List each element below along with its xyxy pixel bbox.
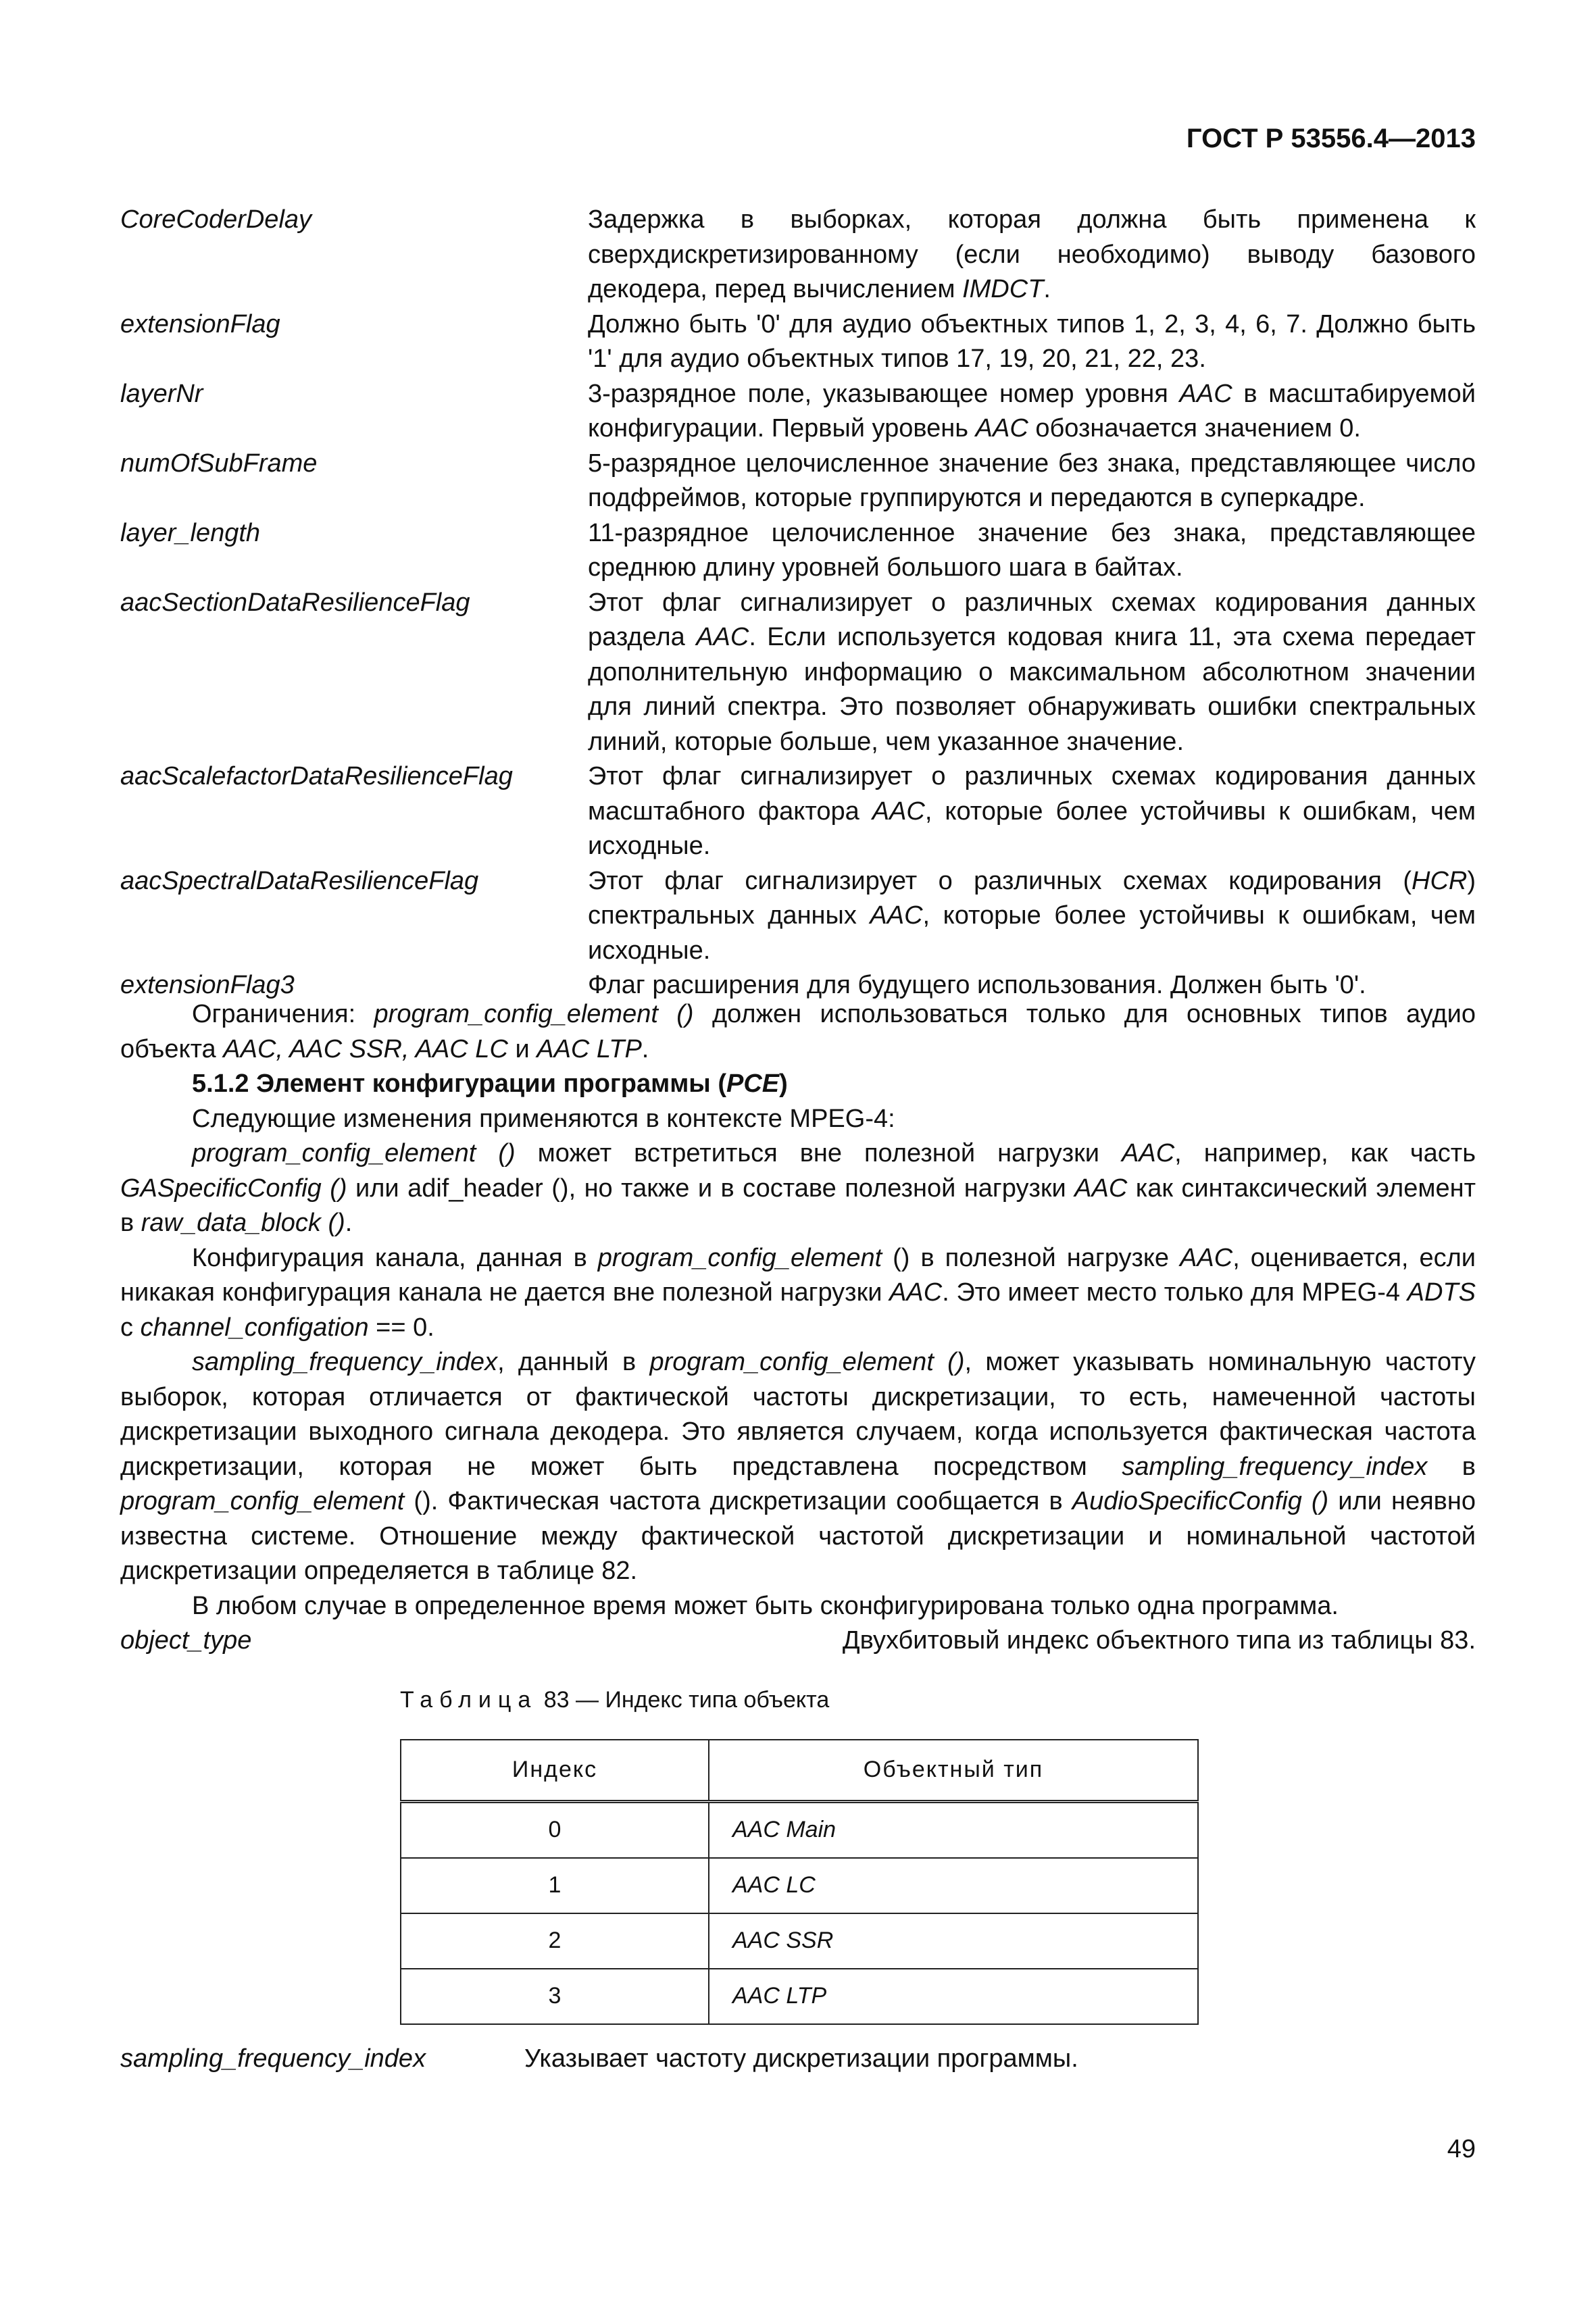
definition-desc: Флаг расширения для будущего использования. Должен быть '0'. xyxy=(588,971,1366,999)
definition-row xyxy=(120,759,1476,864)
definition-desc: Задержка в выборках, которая должна быть применена к сверхдискретизированному (если необходимо) выводу базового декодера, перед вычислением IMDCT. xyxy=(588,205,1476,303)
definition-desc: Этот флаг сигнализирует о различных схемах кодирования данных раздела AAC. Если используется кодовая книга 11, эта схема передает дополнительную информацию о максимальном абсолютном значении для линий спектра. Это позволяет обнаруживать ошибки спектральных линий, которые больше, чем указанное значение. xyxy=(588,588,1476,756)
table-cell-type: AAC LC xyxy=(709,1858,1198,1913)
intro-paragraph: Следующие изменения применяются в контексте MPEG-4: xyxy=(192,1104,895,1133)
definition-desc: 3-разрядное поле, указывающее номер уровня AAC в масштабируемой конфигурации. Первый уровень AAC обозначается значением 0. xyxy=(588,379,1476,443)
definition-term: aacSectionDataResilienceFlag xyxy=(120,588,470,617)
table-cell-index: 2 xyxy=(401,1913,709,1969)
definition-term: extensionFlag xyxy=(120,309,280,338)
object-type-desc: Двухбитовый индекс объектного типа из таблицы 83. xyxy=(842,1626,1476,1655)
table-cell-type: AAC LTP xyxy=(709,1969,1198,2024)
table-header-index: Индекс xyxy=(401,1740,709,1802)
object-type-term: object_type xyxy=(120,1626,252,1655)
sampling-frequency-definition xyxy=(120,2042,1078,2077)
definition-row xyxy=(120,377,1476,447)
body-paragraph: sampling_frequency_index, данный в program_config_element (), может указывать номинальную частоту выборок, которая отличается от фактической частоты дискретизации, то есть, намеченной частоты дискретизации выходного сигнала декодера. Это является случаем, когда используется фактическая частота дискретизации, которая не может быть представлена посредством sampling_frequency_index в program_config_element (). Фактическая частота дискретизации сообщается в AudioSpecificConfig () или неявно известна системе. Отношение между фактической частотой дискретизации и номинальной частотой дискретизации определяется в таблице 82. xyxy=(120,1348,1476,1585)
definition-row xyxy=(120,516,1476,586)
definition-term: extensionFlag3 xyxy=(120,971,295,999)
table-body xyxy=(401,1802,1198,2025)
section-heading: 5.1.2 Элемент конфигурации программы (PCE) xyxy=(192,1070,788,1098)
standard-header: ГОСТ Р 53556.4—2013 xyxy=(1186,124,1476,153)
definition-row xyxy=(120,307,1476,377)
table-caption-title: 83 — Индекс типа объекта xyxy=(537,1687,830,1713)
definition-term: layer_length xyxy=(120,518,261,547)
definition-row xyxy=(120,447,1476,516)
table-header-type: Объектный тип xyxy=(709,1740,1198,1802)
table-caption xyxy=(400,1685,829,1715)
table-row xyxy=(401,1969,1198,2024)
restriction-paragraph: Ограничения: program_config_element () должен использоваться только для основных типов аудио объекта AAC, AAC SSR, AAC LC и AAC LTP. xyxy=(120,1000,1476,1063)
object-type-definition xyxy=(120,1624,1476,1659)
body-text xyxy=(120,997,1476,1659)
definition-row xyxy=(120,586,1476,760)
page-number: 49 xyxy=(1447,2135,1476,2163)
definition-desc: 11-разрядное целочисленное значение без знака, представляющее среднюю длину уровней большого шага в байтах. xyxy=(588,518,1476,582)
table-cell-index: 3 xyxy=(401,1969,709,2024)
table-row xyxy=(401,1913,1198,1969)
table-row xyxy=(401,1858,1198,1913)
body-paragraph: Конфигурация канала, данная в program_config_element () в полезной нагрузке AAC, оценивается, если никакая конфигурация канала не дается вне полезной нагрузки AAC. Это имеет место только для MPEG-4 ADTS с channel_configation == 0. xyxy=(120,1243,1476,1342)
definition-desc: 5-разрядное целочисленное значение без знака, представляющее число подфреймов, которые группируются и передаются в суперкадре. xyxy=(588,449,1476,512)
table-row xyxy=(401,1802,1198,1859)
definition-term: numOfSubFrame xyxy=(120,449,318,478)
table-caption-label: Таблица xyxy=(400,1687,538,1713)
body-paragraphs xyxy=(120,1136,1476,1624)
definition-term: layerNr xyxy=(120,379,203,408)
table-cell-type: AAC SSR xyxy=(709,1913,1198,1969)
definition-row xyxy=(120,864,1476,969)
definition-desc: Должно быть '0' для аудио объектных типов 1, 2, 3, 4, 6, 7. Должно быть '1' для аудио объектных типов 17, 19, 20, 21, 22, 23. xyxy=(588,309,1476,373)
sfi-term: sampling_frequency_index xyxy=(120,2044,426,2073)
definition-term: CoreCoderDelay xyxy=(120,205,312,234)
sfi-desc: Указывает частоту дискретизации программы. xyxy=(524,2044,1078,2073)
table-cell-type: AAC Main xyxy=(709,1802,1198,1859)
definition-desc: Этот флаг сигнализирует о различных схемах кодирования (HCR) спектральных данных AAC, которые более устойчивы к ошибкам, чем исходные. xyxy=(588,866,1476,965)
definition-term: aacSpectralDataResilienceFlag xyxy=(120,866,479,895)
body-paragraph: program_config_element () может встретиться вне полезной нагрузки AAC, например, как часть GASpecificConfig () или adif_header (), но также и в составе полезной нагрузки AAC как синтаксический элемент в raw_data_block (). xyxy=(120,1139,1476,1237)
table-header-row xyxy=(401,1740,1198,1802)
definition-desc: Этот флаг сигнализирует о различных схемах кодирования данных масштабного фактора AAC, которые более устойчивы к ошибкам, чем исходные. xyxy=(588,762,1476,860)
object-type-table xyxy=(400,1739,1199,2025)
definition-term: aacScalefactorDataResilienceFlag xyxy=(120,762,513,790)
definition-row xyxy=(120,203,1476,307)
body-paragraph: В любом случае в определенное время может быть сконфигурирована только одна программа. xyxy=(192,1591,1339,1620)
definitions-list xyxy=(120,203,1476,1003)
table-cell-index: 0 xyxy=(401,1802,709,1859)
table-cell-index: 1 xyxy=(401,1858,709,1913)
